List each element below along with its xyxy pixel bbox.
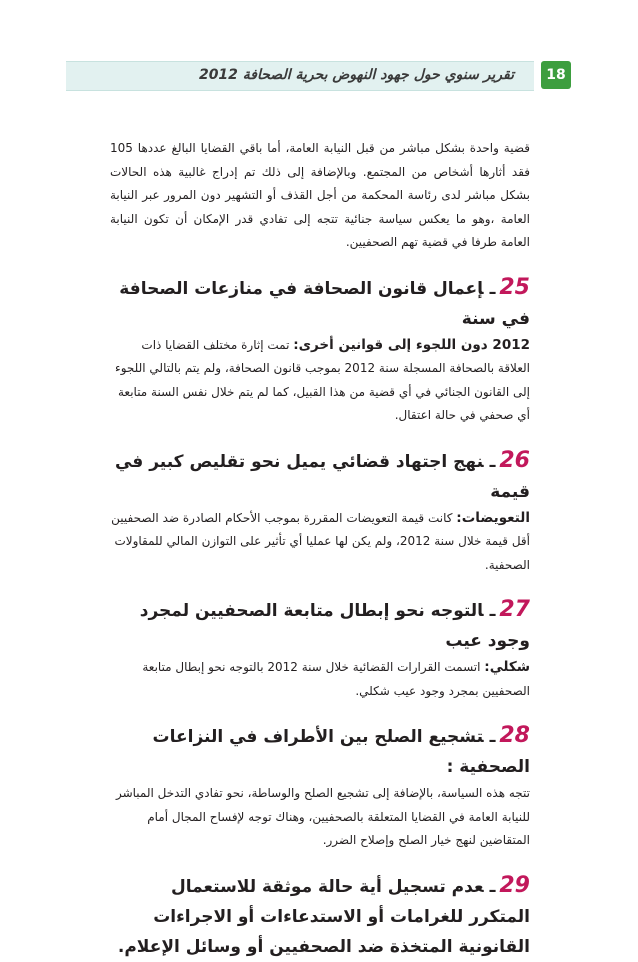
intro-line: أثارها أشخاص من المجتمع. وبالإضافة إلى ذلك تم إدراج غالبية هذه الحالات بشكل: [110, 164, 530, 202]
section-subheading: شكلي:: [484, 659, 530, 675]
intro-line: ،وهو ما يعكس سياسة جنائية تتجه إلى تفادي قدر الإمكان أن تكون النيابة العامة طرفا: [110, 211, 530, 249]
body-line: الصحفيين بمجرد وجود عيب شكلي.: [355, 683, 530, 698]
section-dash: ـ: [489, 727, 496, 747]
section-title: عدم تسجيل أية حالة موثقة للاستعمال المتكرر للغرامات: [171, 876, 530, 927]
intro-line: في قضية تهم الصحفيين.: [345, 235, 468, 249]
section-dash: ـ: [489, 278, 496, 299]
section-number: 26: [499, 447, 530, 473]
body-line: القانون الجنائي في أي قضية من هذا القبيل، كما لم يتم خلال نفس السنة متابعة أي: [117, 384, 530, 422]
section-26: [110, 446, 530, 578]
section-title: إعمال قانون الصحافة في منازعات الصحافة في سنة: [119, 278, 530, 329]
section-number: 29: [499, 872, 530, 898]
body-line: صحفي في حالة اعتقال.: [394, 408, 514, 422]
section-number: 27: [499, 597, 530, 622]
section-body: [110, 334, 530, 428]
section-body: [110, 507, 530, 578]
section-number: 25: [499, 274, 530, 300]
section-heading: [110, 273, 530, 334]
section-25: [110, 273, 530, 428]
section-heading: [110, 871, 530, 962]
body-line: للمقاولات الصحفية.: [114, 534, 530, 572]
section-dash: ـ: [489, 601, 496, 621]
section-dash: ـ: [489, 876, 496, 897]
page-content: [110, 137, 530, 962]
section-number: 28: [499, 723, 530, 748]
section-subheading: 2012 دون اللجوء إلى قوانين أخرى:: [293, 336, 530, 353]
body-line: المتقاضين لنهج خيار الصلح وإصلاح الضرر.: [322, 833, 530, 847]
section-title: التوجه نحو إبطال متابعة الصحفيين لمجرد وجود عيب: [139, 601, 530, 651]
body-line: تمت إثارة مختلف القضايا ذات العلاقة: [141, 337, 530, 375]
body-line: اتسمت القرارات القضائية خلال سنة 2012 بالتوجه نحو إبطال متابعة: [142, 660, 481, 674]
body-line: للنيابة العامة في القضايا المتعلقة بالصحفيين، وهناك توجه لإفساح المجال أمام: [147, 809, 530, 824]
body-line: كانت قيمة التعويضات المقررة بموجب الأحكام الصادرة ضد: [162, 510, 453, 525]
section-body: [110, 782, 530, 853]
intro-line: قضية واحدة بشكل مباشر من قبل النيابة العامة، أما باقي القضايا البالغ عددها 105 فقد: [110, 141, 530, 179]
section-27: [110, 595, 530, 703]
section-heading: [110, 446, 530, 507]
section-dash: ـ: [489, 451, 496, 472]
section-29: [110, 871, 530, 962]
intro-paragraph: [110, 137, 530, 255]
section-title-continued: وسائل الإعلام.: [117, 936, 241, 957]
section-heading: [110, 595, 530, 656]
section-28: [110, 721, 530, 853]
section-title-continued: أو الاستدعاءات أو الاجراءات القانونية المتخذة ضد الصحفيين أو: [153, 906, 530, 957]
body-line: بالصحافة المسجلة سنة 2012 بموجب قانون الصحافة، ولم يتم بالتالي اللجوء إلى: [115, 361, 530, 399]
section-heading: [110, 721, 530, 782]
section-body: [110, 656, 530, 703]
running-header-title: تقرير سنوي حول جهود النهوض بحرية الصحافة 2012: [198, 67, 514, 83]
body-line: الصحفيين أقل قيمة خلال سنة 2012، ولم يكن لها عمليا أي تأثير على التوازن المالي: [111, 510, 530, 548]
section-title: تشجيع الصلح بين الأطراف في النزاعات الصحفية :: [152, 727, 530, 777]
page-number-badge: 18: [541, 61, 571, 89]
body-line: تتجه هذه السياسة، بالإضافة إلى تشجيع الصلح والوساطة، نحو تفادي التدخل المباشر: [115, 786, 530, 800]
intro-line: مباشر لدى رئاسة المحكمة من أجل القذف أو التشهير دون المرور عبر النيابة العامة: [110, 188, 530, 226]
section-title: نهج اجتهاد قضائي يميل نحو تقليص كبير في قيمة: [114, 451, 530, 502]
section-subheading: التعويضات:: [456, 509, 530, 526]
